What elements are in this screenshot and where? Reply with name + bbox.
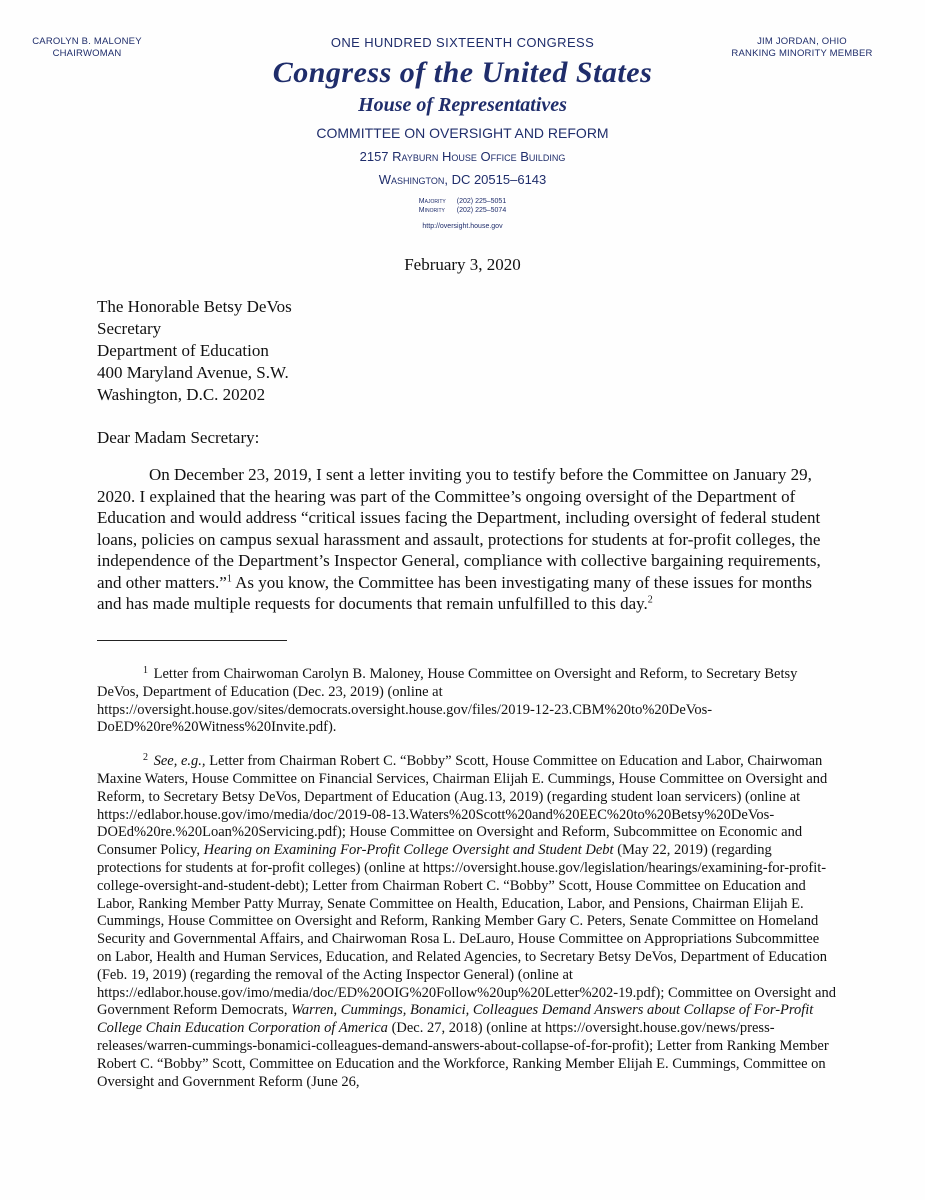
majority-phone: (202) 225–5051 xyxy=(456,198,507,205)
committee-name: COMMITTEE ON OVERSIGHT AND REFORM xyxy=(316,125,609,141)
letter-date: February 3, 2020 xyxy=(404,255,521,274)
letterhead-title: Congress of the United States xyxy=(272,56,653,89)
footnote-2 xyxy=(97,749,837,1091)
committee-website: http://oversight.house.gov xyxy=(422,223,503,230)
footnote-ref-1: 1 xyxy=(226,572,232,584)
phone-block xyxy=(419,197,506,215)
ranking-member-title: RANKING MINORITY MEMBER xyxy=(731,48,873,59)
congress-number: ONE HUNDRED SIXTEENTH CONGRESS xyxy=(330,35,595,50)
committee-address: 2157 Rayburn House Office Building xyxy=(359,149,566,164)
footnote-hearing-title: Hearing on Examining For-Profit College Oversight and Student Debt xyxy=(203,842,614,859)
body-paragraph xyxy=(97,464,837,615)
letterhead xyxy=(0,35,925,230)
house-title: House of Representatives xyxy=(358,94,567,116)
footnote-text: (May 22, 2019) (regarding protections for students at for-profit colleges) (online at https://oversight.house.gov/legislation/hearings/examining-for-profit-college-oversight-and-student-debt); Letter from Chairman Robert C. “Bobby” Scott, House Committee on Education and Labor, Ranking Member Patty Murray, Senate Committee on Health, Education, Labor, and Pensions, Chairman Elijah E. Cummings, House Committee on Oversight and Reform, Ranking Member Gary C. Peters, Senate Committee on Homeland Security and Governmental Affairs, and Chairwoman Rosa L. DeLauro, House Committee on Appropriations Subcommittee on Labor, Health and Human Services, Education, and Related Agencies, to Secretary Betsy DeVos, Department of Education (Feb. 19, 2019) (regarding the removal of the Acting Inspector General) (online at https://edlabor.house.gov/imo/media/doc/ED%20OIG%20Follow%20up%20Letter%202-19.pdf); Committee on Oversight and Government Reform Democrats, xyxy=(97,842,836,1019)
chair-name: CAROLYN B. MALONEY xyxy=(32,36,142,47)
minority-phone: (202) 225–5074 xyxy=(456,207,507,214)
recipient-line: The Honorable Betsy DeVos xyxy=(97,297,292,316)
recipient-line: Department of Education xyxy=(97,341,269,360)
footnote-text: (Dec. 27, 2018) (online at https://oversight.house.gov/news/press-releases/warren-cummings-bonamici-colleagues-demand-answers-about-collapse-of-for-profit); Letter from Ranking Member Robert C. “Bobby” Scott, Committee on Education and the Workforce, Ranking Member Elijah E. Cummings, Committee on Oversight and Government Reform (June 26, xyxy=(97,1020,829,1090)
footnote-1 xyxy=(97,662,837,737)
recipient-line: 400 Maryland Avenue, S.W. xyxy=(97,363,289,382)
footnote-text: Letter from Chairman Robert C. “Bobby” Scott, House Committee on Education and Labor, Chairwoman Maxine Waters, House Committee on Financial Services, Chairman Elijah E. Cummings, House Committee on Oversight and Reform, to Secretary Betsy DeVos, Department of Education (Aug.13, 2019) (regarding student loan servicers) (online at https://edlabor.house.gov/imo/media/doc/2019-08-13.Waters%20Scott%20and%20EEC%20to%20Betsy%20DeVos-DOEd%20re.%20Loan%20Servicing.pdf); House Committee on Oversight and Reform, Subcommittee on Economic and Consumer Policy, xyxy=(97,753,828,859)
minority-label: Minority xyxy=(418,207,445,214)
recipient-line: Washington, D.C. 20202 xyxy=(97,385,266,404)
footnote-mark: 1 xyxy=(143,665,148,676)
committee-city: Washington, DC 20515–6143 xyxy=(378,172,547,187)
recipient-address xyxy=(97,296,292,406)
footnote-press-title: Warren, Cummings, Bonamici, Colleagues Demand Answers about Collapse of For-Profit College Chain Education Corporation of America xyxy=(97,1002,814,1037)
footnote-mark: 2 xyxy=(143,752,148,764)
footnote-ref-2: 2 xyxy=(647,594,653,606)
body-text: As you know, the Committee has been investigating many of these issues for months and has made multiple requests for documents that remain unfulfilled to this day. xyxy=(97,572,812,613)
majority-label: Majority xyxy=(418,198,446,205)
ranking-member-name: JIM JORDAN, OHIO xyxy=(757,36,847,47)
chair-title: CHAIRWOMAN xyxy=(52,48,122,59)
footnotes xyxy=(97,662,837,1103)
recipient-line: Secretary xyxy=(97,319,162,338)
salutation: Dear Madam Secretary: xyxy=(97,428,260,447)
footnote-divider xyxy=(97,640,287,641)
body-text: On December 23, 2019, I sent a letter inviting you to testify before the Committee on January 29, 2020. I explained that the hearing was part of the Committee’s ongoing oversight of the Department of Education and would address “critical issues facing the Department, including oversight of federal student loans, policies on campus sexual harassment and assault, protections for students at for-profit colleges, the independence of the Department’s Inspector General, compliance with collective bargaining requirements, and other matters.” xyxy=(97,465,821,592)
footnote-text: Letter from Chairwoman Carolyn B. Maloney, House Committee on Oversight and Reform, to Secretary Betsy DeVos, Department of Education (Dec. 23, 2019) (online at https://oversight.house.gov/sites/democrats.oversight.house.gov/files/2019-12-23.CBM%20to%20DeVos-DoED%20re%20Witness%20Invite.pdf). xyxy=(97,666,798,736)
footnote-signal: See, e.g., xyxy=(153,753,206,770)
